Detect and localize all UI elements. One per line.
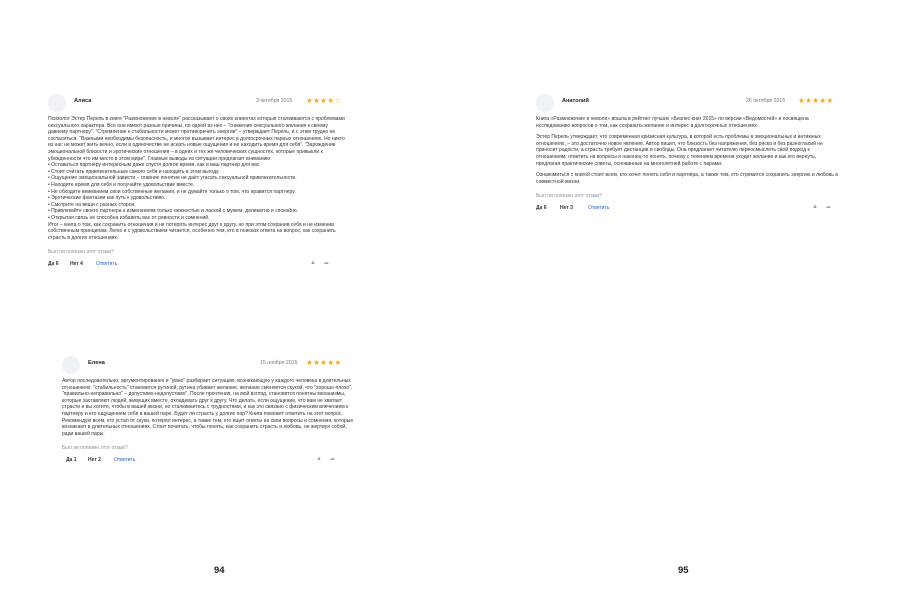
share-icon[interactable]: ➦ xyxy=(826,205,832,212)
flag-icon[interactable]: ▲ xyxy=(316,456,322,463)
review-author: Елена xyxy=(88,360,105,366)
review-paragraph: Эстер Перель утверждает, что современная кризисная культура, в которой есть проблемы в эмоциональных и интимных отношениях, – это достаточно новое явление. Автор пишет, что близость без напряжения, без риска и без разногласий не приносит радости, а страсть требует дистанции и свободы. Она предлагает читателю переосмыслить свой подход к отношениям, ответить на вопросы и наконец-то понять, почему с течением времени уходит желание и как его вернуть, предлагая практические советы, основанные на многолетней работе с парами. xyxy=(536,134,823,167)
review-paragraph: • Привлекайте своего партнера к изменениям только нежностью и лаской с мужем, деликатно и спокойно. xyxy=(48,208,299,215)
rating-stars: ★★★★★ xyxy=(306,358,342,367)
vote-yes-button[interactable]: Да 1 xyxy=(66,457,77,464)
review-paragraph: • Стоит считать привлекательным самого себя и находить в этом выгоду. xyxy=(48,168,220,175)
review-actions xyxy=(536,204,840,216)
vote-no-button[interactable]: Нет 4 xyxy=(70,261,83,268)
review-paragraph: Итог – книга о том, как сохранить отношения и не потерять интерес друг к другу, но при этом сохранив себя и не изменив собственным принципам. Легко и с удовольствием читается, особенно тем, кто в поисках ответа на вопрос, как сохранить страсть в долгих отношениях. xyxy=(48,221,336,241)
review-paragraph: • Не обходите вниманием свои собственные желания, и не думайте только о том, что нравится партнеру. xyxy=(48,188,296,195)
review-card xyxy=(62,358,354,468)
review-actions xyxy=(48,260,348,272)
flag-icon[interactable]: ▲ xyxy=(310,260,316,267)
review-paragraph: Автор последовательно, аргументированно и "умно" разбирает ситуацию, возникающую у каждого человека в длительных отношениях: "стабильность" становится рутиной, рутина убивает желание, желание сменяется скукой, что "хорошо-плохо", "правильно-неправильно" – допустимо-недопустимо". После прочтения, на мой взгляд, становятся понятны механизмы, которые заставляют людей, живущих вместе, охладевать друг к другу. Что делать, если ощущение, что вам не хватает страсти и вы хотите, чтобы в вашей жизни, но сталкиваетесь с трудностями, и как это связано с физическим влечением к партнеру и его ощущением себя в вашей паре. Будет ли страсть у долгих пар? Книга поможет ответить на этот вопрос. xyxy=(62,378,353,417)
review-card xyxy=(536,96,840,216)
review-paragraph: • Оставаться партнёру интересным даже спустя долгое время, как и ваш партнер для вас. xyxy=(48,162,261,169)
right-page xyxy=(450,0,900,604)
rating-stars: ★★★★☆ xyxy=(306,96,342,105)
review-paragraph: • Смотрите на вещи с разных сторон. xyxy=(48,201,136,208)
review-header xyxy=(62,358,354,372)
review-paragraph: • Открытая связь не способна избавить вас от ревности и сомнений. xyxy=(48,214,210,221)
reply-link[interactable]: Ответить xyxy=(96,261,118,268)
review-date: 3 октября 2015 xyxy=(256,98,293,104)
share-icon[interactable]: ➦ xyxy=(324,261,330,268)
review-date: 15 ноября 2015 xyxy=(260,360,298,366)
helpful-prompt: Был ли полезен этот отзыв? xyxy=(62,445,128,452)
review-text xyxy=(536,116,840,185)
review-paragraph: Рекомендую всем, кто устал от скуки, потерял интерес, а также тем, кто ищет ответы на свои вопросы и сомнения, которые возникают в длительных отношениях. Стоит почитать, чтобы понять, как сохранить страсть и любовь, не жертвуя собой, ради вашей пары. xyxy=(62,417,354,437)
avatar xyxy=(536,94,554,112)
review-text xyxy=(62,378,354,437)
review-author: Анатолий xyxy=(562,98,589,104)
vote-yes-button[interactable]: Да 6 xyxy=(48,261,59,268)
reply-link[interactable]: Ответить xyxy=(588,205,610,212)
review-header xyxy=(536,96,840,110)
review-card xyxy=(48,96,348,272)
helpful-prompt: Был ли полезен этот отзыв? xyxy=(536,193,602,200)
review-paragraph: Ознакомиться с книгой стоит всем, кто хочет понять себя и партнёра, а также тем, кто стремится сохранить энергию и любовь в совместной жизни. xyxy=(536,172,838,185)
avatar xyxy=(48,94,66,112)
vote-yes-button[interactable]: Да 6 xyxy=(536,205,547,212)
review-date: 26 октября 2015 xyxy=(746,98,786,104)
review-actions xyxy=(62,456,354,468)
review-paragraph: • Ощущение эмоциональной зависти – главное понятие не даёт угасать сексуальной привлекательности. xyxy=(48,175,297,182)
page-number: 95 xyxy=(678,565,689,576)
helpful-prompt: Был ли полезен этот отзыв? xyxy=(48,249,114,256)
review-text xyxy=(48,116,348,241)
avatar xyxy=(62,356,80,374)
flag-icon[interactable]: ▲ xyxy=(812,204,818,211)
review-paragraph: • Находите время для себя и получайте удовольствие вместе. xyxy=(48,181,195,188)
review-author: Алиса xyxy=(74,98,92,104)
review-paragraph: • Эротические фантазии как путь к удовольствию. xyxy=(48,195,166,202)
review-paragraph: Психолог Эстер Перель в книге "Размножение в неволе" рассказывает о своих клиентах которые сталкиваются с проблемами сексуального характера. Все они имеют разные причины, по одной из них – "снижение сексуального желания к своему давнему партнеру". "Стремление к стабильности может противоречить энергии" – утверждает Перель, и с этим трудно не согласиться. "Важными необходимы безопасность, и многое вызывает интерес в долгосрочных парных отношениях. Но никто из нас не может жить вечно, если в одиночестве не искать новые ощущения и не находить время для себя". "Зарождение эмоциональной близости и эротические отношения – в одних и тех же человеческих сущностях, которые привыкли к убежденности что им место в этом мире". Главные выводы из ситуации предлагает вниманию: xyxy=(48,116,345,162)
vote-no-button[interactable]: Нет 3 xyxy=(560,205,573,212)
review-header xyxy=(48,96,348,110)
reply-link[interactable]: Ответить xyxy=(114,457,136,464)
vote-no-button[interactable]: Нет 2 xyxy=(88,457,101,464)
page-number: 94 xyxy=(214,565,225,576)
review-paragraph: Книга «Размножение в неволе» вошла в рейтинг лучших «Бизнес-книг 2015» по версии «Ведомостей» и посвящена исследованию вопросов о том, как сохранить желание и интерес в долгосрочных отношениях. xyxy=(536,116,809,129)
share-icon[interactable]: ➦ xyxy=(330,457,336,464)
rating-stars: ★★★★★ xyxy=(798,96,834,105)
